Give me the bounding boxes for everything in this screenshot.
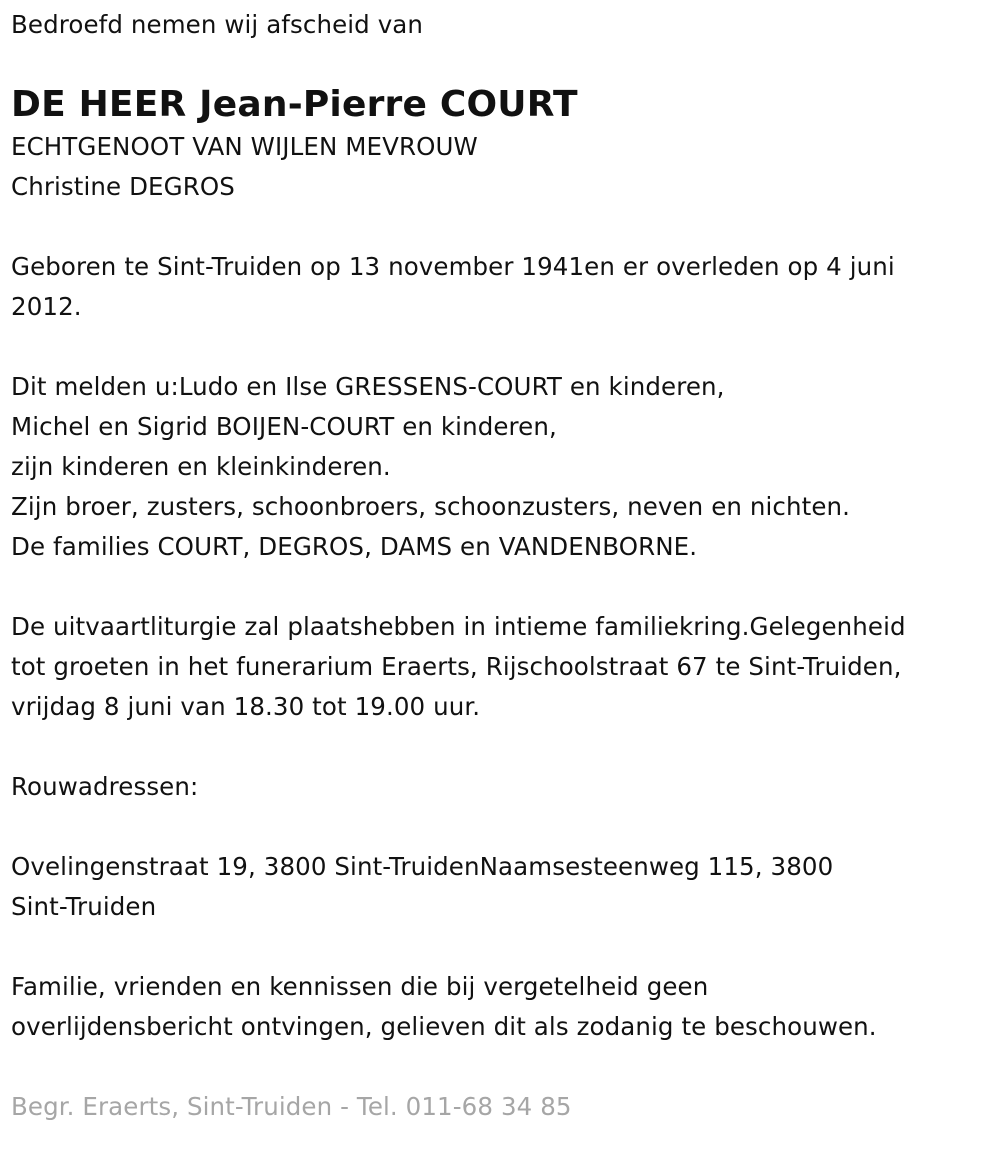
mourning-addresses-heading: Rouwadressen:	[11, 772, 199, 801]
address-line: Ovelingenstraat 19, 3800 Sint-TruidenNaamsesteenweg 115, 3800	[11, 852, 834, 881]
obituary-notice	[11, 5, 991, 1127]
closing-line: overlijdensbericht ontvingen, gelieven dit als zodanig te beschouwen.	[11, 1012, 877, 1041]
funeral-line: tot groeten in het funerarium Eraerts, Rijschoolstraat 67 te Sint-Truiden,	[11, 652, 902, 681]
spacer	[11, 1047, 991, 1087]
spacer	[11, 567, 991, 607]
spacer	[11, 807, 991, 847]
spouse-line-1: ECHTGENOOT VAN WIJLEN MEVROUW	[11, 132, 478, 161]
spacer	[11, 927, 991, 967]
closing-line: Familie, vrienden en kennissen die bij vergetelheid geen	[11, 972, 709, 1001]
spouse-line-2: Christine DEGROS	[11, 172, 235, 201]
announcer-line: zijn kinderen en kleinkinderen.	[11, 452, 391, 481]
birth-death-line-1: Geboren te Sint-Truiden op 13 november 1941en er overleden op 4 juni	[11, 252, 895, 281]
announcer-line: De families COURT, DEGROS, DAMS en VANDENBORNE.	[11, 532, 698, 561]
deceased-name: DE HEER Jean-Pierre COURT	[11, 84, 578, 125]
funeral-line: De uitvaartliturgie zal plaatshebben in intieme familiekring.Gelegenheid	[11, 612, 906, 641]
announcer-line: Michel en Sigrid BOIJEN-COURT en kinderen,	[11, 412, 557, 441]
intro-text: Bedroefd nemen wij afscheid van	[11, 10, 424, 39]
funeral-line: vrijdag 8 juni van 18.30 tot 19.00 uur.	[11, 692, 481, 721]
announcer-line: Zijn broer, zusters, schoonbroers, schoonzusters, neven en nichten.	[11, 492, 851, 521]
spacer	[11, 207, 991, 247]
spacer	[11, 727, 991, 767]
funeral-home-footer: Begr. Eraerts, Sint-Truiden - Tel. 011-68 34 85	[11, 1092, 572, 1121]
address-line: Sint-Truiden	[11, 892, 157, 921]
announcer-line: Dit melden u:Ludo en Ilse GRESSENS-COURT en kinderen,	[11, 372, 725, 401]
birth-death-line-2: 2012.	[11, 292, 82, 321]
spacer	[11, 327, 991, 367]
